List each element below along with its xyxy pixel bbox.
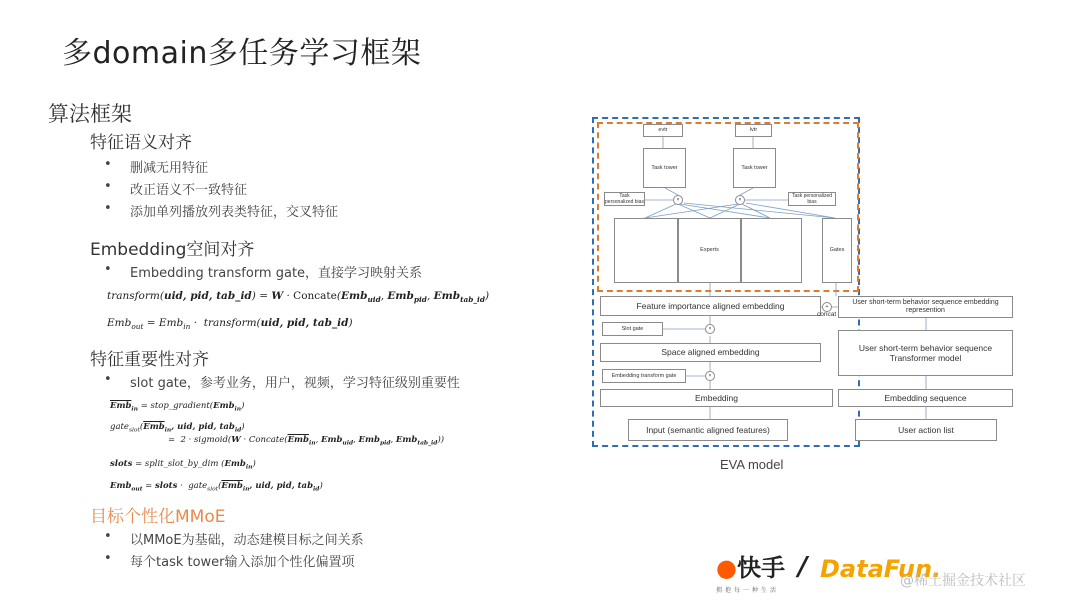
equation-transform: transform(uid, pid, tab_id) = W · Concate(Emb$_{uid}$, Emb$_{pid}$, Emb$_{tab\_id}$) bbox=[107, 290, 490, 305]
equation-gate-slot-def: = 2 · sigmoid(W · $Concate(\overline{Emb}_{in}$, Emb$_{uid}$, Emb$_{pid}$, Emb$_{tab\_id}$)) bbox=[168, 435, 445, 447]
diagram-caption: EVA model bbox=[720, 457, 784, 472]
bullet-item: • 以MMoE为基础，动态建模目标之间关系 bbox=[104, 529, 364, 548]
equation-gate-slot: $gate_{slot}(\overline{Emb}_{in}$, uid, pid, tab$_{id}$) bbox=[110, 422, 245, 434]
concat-node: + bbox=[822, 302, 832, 312]
section-heading: 算法框架 bbox=[48, 102, 132, 126]
kuaishou-mark-icon: ● bbox=[716, 554, 737, 582]
embedding-transform-gate-box: Embedding transform gate bbox=[602, 369, 686, 383]
concat-label: concat bbox=[817, 311, 837, 318]
task-tower-box: Task tower bbox=[643, 148, 686, 188]
multiply-node: × bbox=[705, 371, 715, 381]
user-short-term-embedding-box: User short-term behavior sequence embedding represention bbox=[838, 296, 1013, 318]
user-action-list-box: User action list bbox=[855, 419, 997, 441]
embedding-sequence-box: Embedding sequence bbox=[838, 389, 1013, 407]
multiply-node: × bbox=[673, 195, 683, 205]
bullet-item: • 添加单列播放列表类特征，交叉特征 bbox=[104, 201, 339, 220]
watermark: @稀土掘金技术社区 bbox=[900, 573, 1026, 589]
equation-emb-out-slots: Emb$_{out}$ = slots · $gate_{slot}(\overline{Emb}_{in}$, uid, pid, tab$_{id}$) bbox=[110, 481, 323, 493]
task-bias-box: Task personalized bias bbox=[605, 193, 644, 205]
page-title: 多domain多任务学习框架 bbox=[62, 36, 422, 71]
datafun-logo: DataFun. bbox=[820, 555, 942, 583]
expert-box bbox=[614, 218, 678, 283]
heading-mmoe: 目标个性化MMoE bbox=[90, 507, 226, 527]
heading-semantic-align: 特征语义对齐 bbox=[90, 133, 192, 153]
bullet-item: • Embedding transform gate，直接学习映射关系 bbox=[104, 262, 423, 281]
equation-stop-gradient: $\overline{Emb}_{in}$ = stop_gradient(Emb$_{in}$) bbox=[110, 401, 245, 413]
evtr-box: evtr bbox=[643, 124, 683, 137]
transformer-box: User short-term behavior sequence Transformer model bbox=[838, 330, 1013, 376]
kuaishou-logo: ●快手 拥抱每一种生活 bbox=[716, 554, 785, 594]
equation-emb-out: Emb$_{out}$ = Emb$_{in}$ · transform(uid, pid, tab_id) bbox=[107, 317, 353, 332]
bullet-item: • slot gate，参考业务，用户，视频，学习特征级别重要性 bbox=[104, 372, 460, 391]
logo-separator: / bbox=[798, 552, 808, 582]
bullet-item: • 删减无用特征 bbox=[104, 157, 209, 176]
task-tower-box: Task tower bbox=[733, 148, 776, 188]
gates-box: Gates bbox=[822, 218, 852, 283]
task-bias-box: Task personalized bias bbox=[788, 192, 836, 206]
slot-gate-box: Slot gate bbox=[602, 322, 663, 336]
bullet-item: • 改正语义不一致特征 bbox=[104, 179, 248, 198]
bullet-item: • 每个task tower输入添加个性化偏置项 bbox=[104, 551, 355, 570]
multiply-node: × bbox=[705, 324, 715, 334]
lvtr-box: lvtr bbox=[735, 124, 772, 137]
input-box: Input (semantic aligned features) bbox=[628, 419, 788, 441]
experts-box: Experts bbox=[678, 218, 741, 283]
multiply-node: × bbox=[735, 195, 745, 205]
equation-slots: slots = split_slot_by_dim (Emb$_{in}$) bbox=[110, 459, 256, 471]
heading-embedding-align: Embedding空间对齐 bbox=[90, 240, 255, 260]
expert-box bbox=[741, 218, 802, 283]
heading-importance-align: 特征重要性对齐 bbox=[90, 350, 209, 370]
embedding-box: Embedding bbox=[600, 389, 833, 407]
space-aligned-box: Space aligned embedding bbox=[600, 343, 821, 362]
feature-importance-box: Feature importance aligned embedding bbox=[600, 296, 821, 316]
